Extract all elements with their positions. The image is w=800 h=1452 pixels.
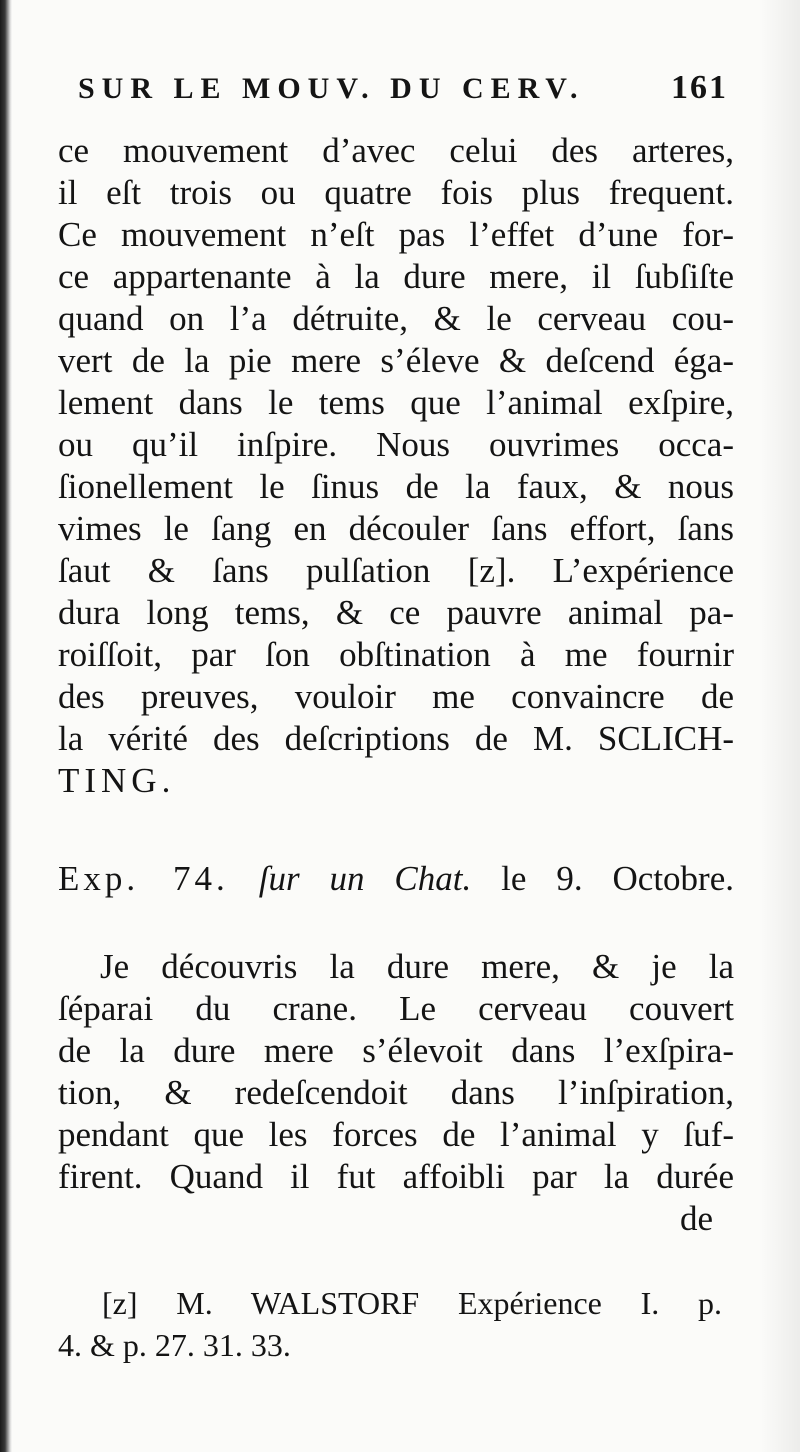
text-line: ce mouvement d’avec celui des arteres, (58, 131, 734, 170)
text-line: de la dure mere s’élevoit dans l’exſpira- (58, 1031, 734, 1070)
text-line: vert de la pie mere s’éleve & deſcend éga- (58, 341, 734, 380)
experiment-heading (58, 858, 734, 900)
page-edge-shadow (760, 0, 800, 1452)
text-line: ſaut & ſans pulſation [z]. L’expérience (58, 551, 734, 590)
text-line: il eſt trois ou quatre fois plus frequent. (58, 173, 734, 212)
page-number: 161 (671, 69, 728, 106)
text-line: TING. (58, 761, 176, 800)
running-title: SUR LE MOUV. DU CERV. (78, 72, 585, 105)
text-line: ce appartenante à la dure mere, il ſubſiſte (58, 257, 734, 296)
text-line: des preuves, vouloir me convaincre de (58, 677, 734, 716)
text-line: tion, & redeſcendoit dans l’inſpiration, (58, 1073, 734, 1112)
text-line: pendant que les forces de l’animal y ſuf- (58, 1115, 734, 1154)
text-line: vimes le ſang en découler ſans effort, ſans (58, 509, 734, 548)
text-line: dura long tems, & ce pauvre animal pa- (58, 593, 734, 632)
text-line: ſionellement le ſinus de la faux, & nous (58, 467, 734, 506)
text-line: lement dans le tems que l’animal exſpire, (58, 383, 734, 422)
text-line: Je découvris la dure mere, & je la (100, 947, 734, 986)
text-line: roiſſoit, par ſon obſtination à me fournir (58, 635, 734, 674)
text-line: firent. Quand il fut affoibli par la durée (58, 1157, 734, 1196)
text-line: Ce mouvement n’eſt pas l’effet d’une for- (58, 215, 734, 254)
footnote-line: 4. & p. 27. 31. 33. (58, 1327, 291, 1363)
experiment-date: le 9. Octobre. (501, 859, 734, 898)
text-line: la vérité des deſcriptions de M. SCLICH- (58, 719, 734, 758)
binding-gutter (0, 0, 12, 1452)
text-line: quand on l’a détruite, & le cerveau cou- (58, 299, 734, 338)
experiment-subject: ſur un Chat. (258, 859, 472, 898)
text-line: ou qu’il inſpire. Nous ouvrimes occa- (58, 425, 734, 464)
running-header (78, 69, 728, 112)
experiment-label: Exp. 74. (58, 859, 229, 898)
text-line: ſéparai du crane. Le cerveau couvert (58, 989, 734, 1028)
catchword: de (680, 1199, 714, 1238)
footnote-line: [z] M. WALSTORF Expérience I. p. (102, 1285, 722, 1321)
